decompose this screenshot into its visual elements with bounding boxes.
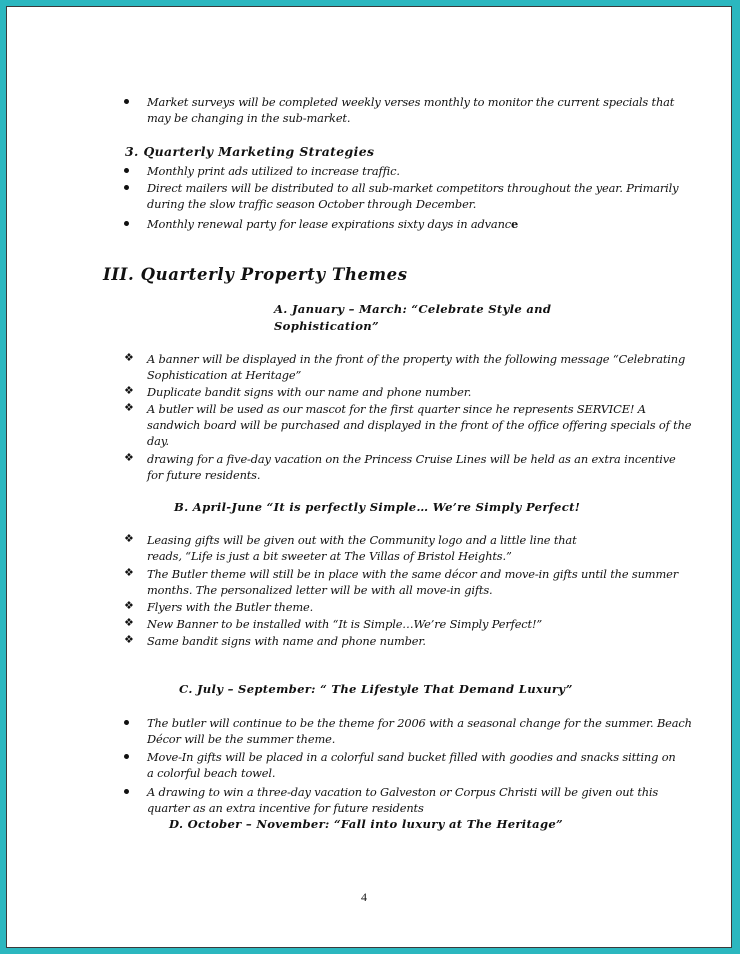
document-page bbox=[6, 6, 732, 948]
diamond-bullet-icon: ❖ bbox=[124, 633, 134, 646]
section-3-heading: 3. Quarterly Marketing Strategies bbox=[125, 144, 375, 159]
butler-line1: A butler will be used as our mascot for the first quarter since he represents SERVICE! A bbox=[147, 402, 646, 416]
banner-line2: Sophistication at Heritage” bbox=[147, 368, 302, 382]
section-iii-heading: III. Quarterly Property Themes bbox=[103, 265, 408, 284]
bullet-dot bbox=[124, 221, 129, 226]
butler-summer-line2: Décor will be the summer theme. bbox=[147, 732, 336, 746]
bullet-dot bbox=[124, 99, 129, 104]
page-number: 4 bbox=[361, 890, 367, 904]
market-surveys-line2: may be changing in the sub-market. bbox=[147, 111, 351, 125]
theme-b-title: B. April-June “It is perfectly Simple… We’re Simply Perfect! bbox=[174, 500, 581, 514]
diamond-bullet-icon: ❖ bbox=[124, 401, 134, 414]
move-in-gifts-line2: a colorful beach towel. bbox=[147, 766, 276, 780]
direct-mailers-line2: during the slow traffic season October through December. bbox=[147, 197, 477, 211]
butler-summer-line1: The butler will continue to be the theme for 2006 with a seasonal change for the summer. Beach bbox=[147, 716, 692, 730]
leasing-gifts-line1: Leasing gifts will be given out with the Community logo and a little line that bbox=[147, 533, 577, 547]
butler-theme-line1: The Butler theme will still be in place with the same décor and move-in gifts until the summer bbox=[147, 567, 678, 581]
diamond-bullet-icon: ❖ bbox=[124, 566, 134, 579]
direct-mailers-line1: Direct mailers will be distributed to all sub-market competitors throughout the year. Primarily bbox=[147, 181, 679, 195]
butler-theme-line2: months. The personalized letter will be with all move-in gifts. bbox=[147, 583, 493, 597]
butler-line2: sandwich board will be purchased and displayed in the front of the office offering specials of the bbox=[147, 418, 692, 432]
diamond-bullet-icon: ❖ bbox=[124, 351, 134, 364]
diamond-bullet-icon: ❖ bbox=[124, 451, 134, 464]
galveston-drawing-line1: A drawing to win a three-day vacation to Galveston or Corpus Christi will be given out this bbox=[147, 785, 659, 799]
market-surveys-line1: Market surveys will be completed weekly verses monthly to monitor the current specials that bbox=[147, 95, 675, 109]
renewal-party-item: Monthly renewal party for lease expirations sixty days in advance bbox=[147, 217, 519, 231]
print-ads-item: Monthly print ads utilized to increase traffic. bbox=[147, 164, 400, 178]
cruise-drawing-line2: for future residents. bbox=[147, 468, 261, 482]
bullet-dot bbox=[124, 185, 129, 190]
banner-line1: A banner will be displayed in the front of the property with the following message “Celebrating bbox=[147, 352, 686, 366]
bullet-dot bbox=[124, 789, 129, 794]
new-banner-item: New Banner to be installed with “It is Simple…We’re Simply Perfect!” bbox=[147, 617, 543, 631]
theme-c-title: C. July – September: “ The Lifestyle That Demand Luxury” bbox=[179, 682, 573, 696]
diamond-bullet-icon: ❖ bbox=[124, 384, 134, 397]
diamond-bullet-icon: ❖ bbox=[124, 532, 134, 545]
butler-line3: day. bbox=[147, 434, 170, 448]
diamond-bullet-icon: ❖ bbox=[124, 616, 134, 629]
bullet-dot bbox=[124, 168, 129, 173]
same-bandit-signs-item: Same bandit signs with name and phone number. bbox=[147, 634, 426, 648]
diamond-bullet-icon: ❖ bbox=[124, 599, 134, 612]
bandit-signs-item: Duplicate bandit signs with our name and phone number. bbox=[147, 385, 472, 399]
galveston-drawing-line2: quarter as an extra incentive for future residents bbox=[147, 801, 424, 815]
theme-a-title-line2: Sophistication” bbox=[274, 319, 379, 333]
bullet-dot bbox=[124, 754, 129, 759]
flyers-item: Flyers with the Butler theme. bbox=[147, 600, 314, 614]
leasing-gifts-line2: reads, “Life is just a bit sweeter at The Villas of Bristol Heights.” bbox=[147, 549, 512, 563]
theme-a-title-line1: A. January – March: “Celebrate Style and bbox=[274, 302, 552, 316]
bullet-dot bbox=[124, 720, 129, 725]
theme-d-title: D. October – November: “Fall into luxury at The Heritage” bbox=[169, 817, 564, 831]
move-in-gifts-line1: Move-In gifts will be placed in a colorful sand bucket filled with goodies and snacks sitting on bbox=[147, 750, 676, 764]
cruise-drawing-line1: drawing for a five-day vacation on the Princess Cruise Lines will be held as an extra incentive bbox=[147, 452, 676, 466]
